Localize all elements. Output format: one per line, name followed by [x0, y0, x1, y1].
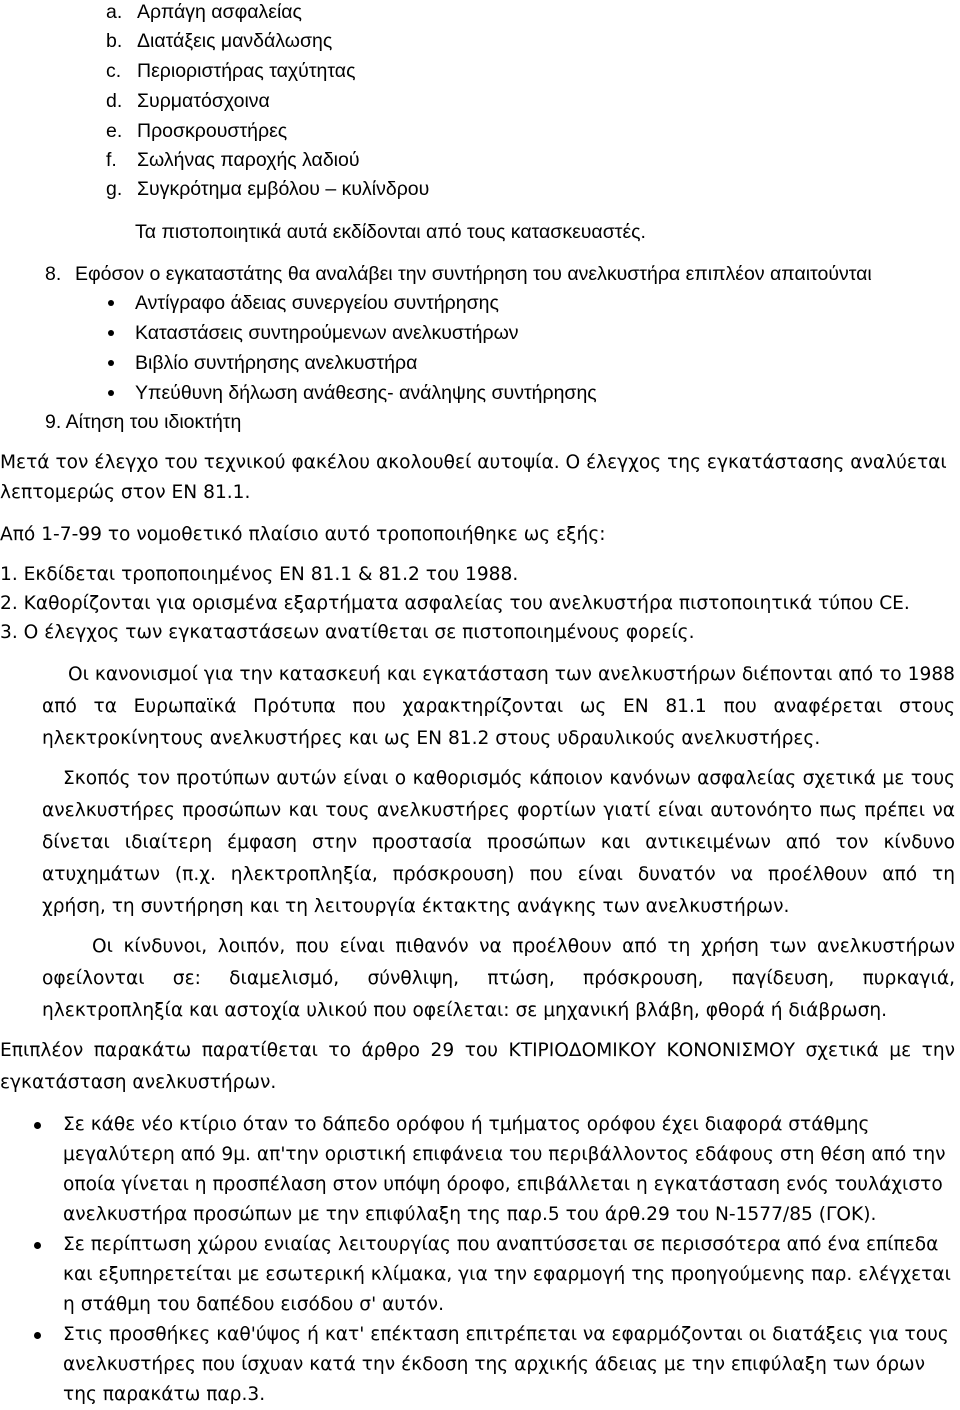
bullet-icon [34, 1242, 41, 1249]
list-item: Σωλήνας παροχής λαδιού [137, 149, 360, 171]
list-item: Συγκρότημα εμβόλου – κυλίνδρου [137, 178, 430, 200]
certificates-note: Τα πιστοποιητικά αυτά εκδίδονται από τους κατασκευαστές. [135, 221, 646, 243]
bullet-icon [108, 360, 114, 366]
paragraph-line: Σκοπός τον προτύπων αυτών είναι ο καθορισμός κάποιον κανόνων ασφαλείας σχετικά με τους [63, 768, 955, 789]
list-item: Συρματόσχοινα [137, 90, 270, 112]
bullet-item: Βιβλίο συντήρησης ανελκυστήρα [135, 352, 418, 374]
article-bullet-line: ανελκυστήρες που ίσχυαν κατά την έκδοση της αρχικής άδειας με την επιφύλαξη των όρων [63, 1354, 925, 1375]
paragraph-line: χρήση, τη συντήρηση και τη λειτουργία έκτακτης ανάγκης των ανελκυστήρων. [42, 896, 790, 917]
inspection-line: λεπτομερώς στον ΕΝ 81.1. [0, 482, 251, 503]
list-marker: e. [106, 120, 123, 142]
bullet-icon [34, 1122, 41, 1129]
list-marker: f. [106, 149, 117, 171]
paragraph-line: Οι κίνδυνοι, λοιπόν, που είναι πιθανόν να προέλθουν από τη χρήση των ανελκυστήρων [92, 936, 955, 957]
article-bullet-line: ανελκυστήρα προσώπων με την επιφύλαξη της παρ.5 του άρθ.29 του Ν-1577/85 (ΓΟΚ). [63, 1204, 877, 1225]
list-marker: a. [106, 1, 123, 23]
paragraph-line: ηλεκτροκίνητους ανελκυστήρες και ως ΕΝ 81.2 στους υδραυλικούς ανελκυστήρες. [42, 728, 821, 749]
paragraph-line: ηλεκτροπληξία και αστοχία υλικού που οφείλεται: σε μηχανική βλάβη, φθορά ή διάβρωση. [42, 1000, 888, 1021]
article-bullet-line: Στις προσθήκες καθ'ύψος ή κατ' επέκταση επιτρέπεται να εφαρμόζονται οι διατάξεις για τους [63, 1324, 949, 1345]
bullet-icon [108, 390, 114, 396]
paragraph-line: ατυχημάτων (π.χ. ηλεκτροπληξία, πρόσκρουση) που είναι δυνατόν να προέλθουν από τη [42, 864, 955, 885]
inspection-line: Μετά τον έλεγχο του τεχνικού φακέλου ακολουθεί αυτοψία. Ο έλεγχος της εγκατάστασης αναλύεται [0, 452, 947, 473]
list-marker: b. [106, 30, 123, 52]
list-item: Διατάξεις μανδάλωσης [137, 30, 333, 52]
amendment-intro: Από 1-7-99 το νομοθετικό πλαίσιο αυτό τροποποιήθηκε ως εξής: [0, 524, 606, 545]
article-bullet-line: η στάθμη του δαπέδου εισόδου σ' αυτόν. [63, 1294, 444, 1315]
bullet-item: Καταστάσεις συντηρούμενων ανελκυστήρων [135, 322, 519, 344]
bullet-item: Αντίγραφο άδειας συνεργείου συντήρησης [135, 292, 499, 314]
amendment-item: 3. Ο έλεγχος των εγκαταστάσεων ανατίθεται σε πιστοποιημένους φορείς. [0, 622, 695, 643]
list-marker: g. [106, 178, 123, 200]
item8-marker: 8. [45, 263, 62, 285]
paragraph-line: από τα Ευρωπαϊκά Πρότυπα που χαρακτηρίζονται ως ΕΝ 81.1 που αναφέρεται στους [42, 696, 955, 717]
list-marker: c. [106, 60, 122, 82]
article-bullet-line: οποία γίνεται η προσπέλαση στον υπόψη όροφο, επιβάλλεται η εγκατάσταση ενός τουλάχιστο [63, 1174, 943, 1195]
list-marker: d. [106, 90, 123, 112]
item8-text: Εφόσον ο εγκαταστάτης θα αναλάβει την συντήρηση του ανελκυστήρα επιπλέον απαιτούνται [75, 263, 872, 285]
article-bullet-line: Σε κάθε νέο κτίριο όταν το δάπεδο ορόφου ή τμήματος ορόφου έχει διαφορά στάθμης [63, 1114, 870, 1135]
bullet-icon [108, 330, 114, 336]
article-bullet-line: μεγαλύτερη από 9μ. απ'την οριστική επιφάνεια του περιβάλλοντος εδάφους στη θέση από την [63, 1144, 946, 1165]
amendment-item: 1. Εκδίδεται τροποποιημένος ΕΝ 81.1 & 81.2 του 1988. [0, 564, 519, 585]
article-bullet-line: Σε περίπτωση χώρου ενιαίας λειτουργίας που αναπτύσσεται σε περισσότερα από ένα επίπεδα [63, 1234, 939, 1255]
bullet-item: Υπεύθυνη δήλωση ανάθεσης- ανάληψης συντήρησης [135, 382, 597, 404]
paragraph-line: ανελκυστήρες προσώπων και τους ανελκυστήρες φορτίων γιατί είναι αυτονόητο πως πρέπει να [42, 800, 955, 821]
list-item: Προσκρουστήρες [137, 120, 288, 142]
article-bullet-line: και εξυπηρετείται με εσωτερική κλίμακα, για την εφαρμογή της προηγούμενης παρ. ελέγχεται [63, 1264, 951, 1285]
item9-text: 9. Αίτηση του ιδιοκτήτη [45, 411, 242, 433]
bullet-icon [108, 300, 114, 306]
paragraph-line: Επιπλέον παρακάτω παρατίθεται το άρθρο 29 του ΚΤΙΡΙΟΔΟΜΙΚΟΥ ΚΟΝΟΝΙΣΜΟΥ σχετικά με την [0, 1040, 955, 1061]
paragraph-line: Οι κανονισμοί για την κατασκευή και εγκατάσταση των ανελκυστήρων διέπονται από το 1988 [68, 664, 955, 685]
paragraph-line: δίνεται ιδιαίτερη έμφαση στην προστασία προσώπων και αντικειμένων από τον κίνδυνο [42, 832, 955, 853]
paragraph-line: οφείλονται σε: διαμελισμό, σύνθλιψη, πτώση, πρόσκρουση, παγίδευση, πυρκαγιά, [42, 968, 955, 989]
paragraph-line: εγκατάσταση ανελκυστήρων. [0, 1072, 277, 1093]
bullet-icon [34, 1332, 41, 1339]
list-item: Περιοριστήρας ταχύτητας [137, 60, 356, 82]
amendment-item: 2. Καθορίζονται για ορισμένα εξαρτήματα ασφαλείας του ανελκυστήρα πιστοποιητικά τύπου CE. [0, 593, 910, 614]
article-bullet-line: της παρακάτω παρ.3. [63, 1384, 266, 1405]
list-item: Αρπάγη ασφαλείας [137, 1, 302, 23]
